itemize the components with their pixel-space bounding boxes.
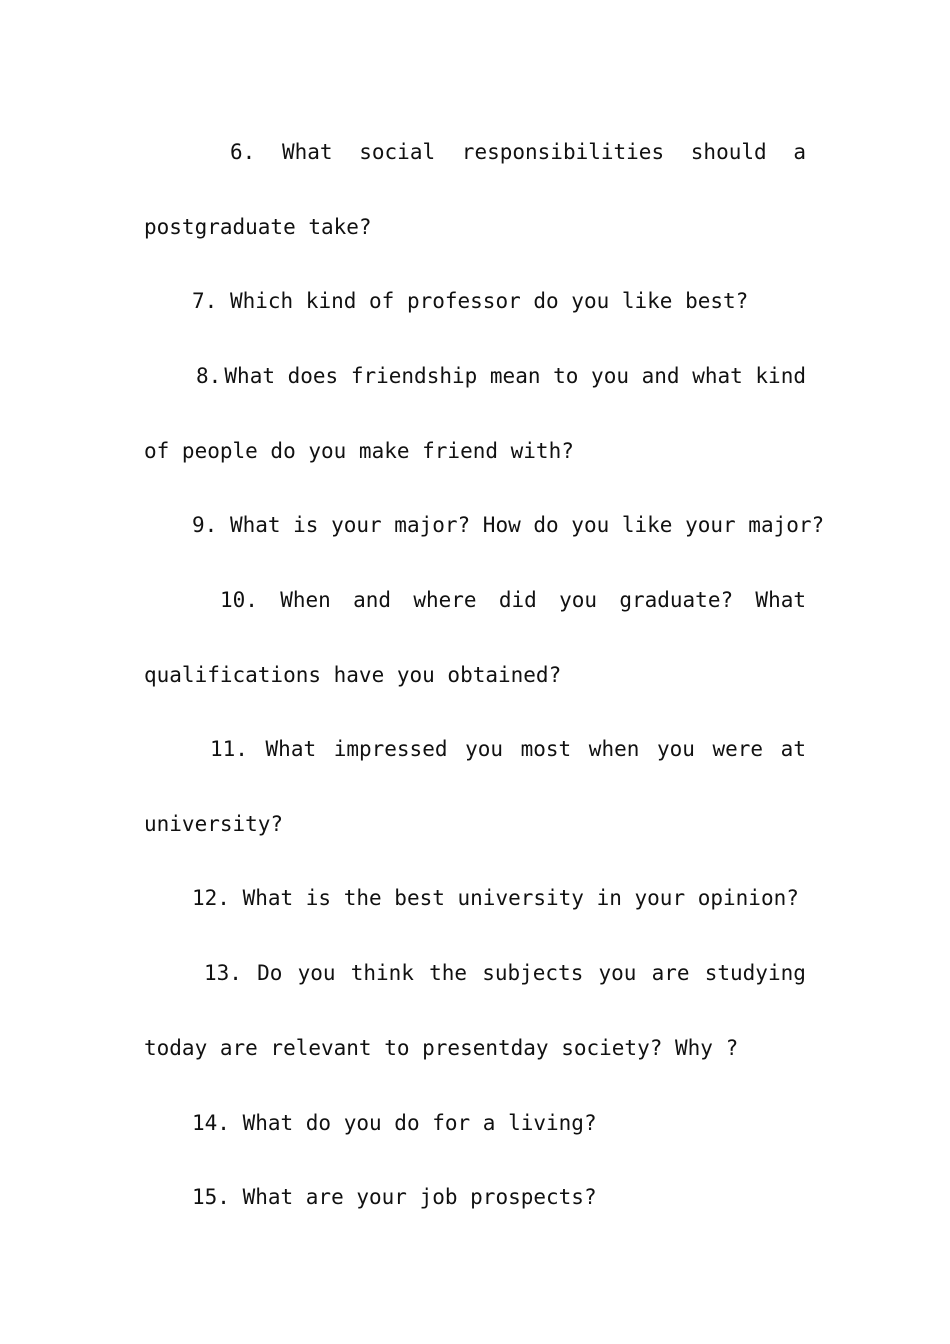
question-number: 9. xyxy=(192,513,230,537)
question-word: Do xyxy=(257,961,283,985)
question-10-line-1 xyxy=(220,586,806,614)
question-word: were xyxy=(712,737,764,761)
question-word: you xyxy=(465,737,504,761)
question-number: 10. xyxy=(220,588,258,612)
question-word: most xyxy=(520,737,572,761)
question-word: you xyxy=(297,961,336,985)
question-word: impressed xyxy=(333,737,448,761)
question-word: What xyxy=(281,140,333,164)
question-8-line-2: of people do you make friend with? xyxy=(144,439,574,463)
question-word: and xyxy=(353,588,392,612)
question-word: responsibilities xyxy=(461,140,665,164)
document-page xyxy=(144,0,825,1344)
question-word: where xyxy=(413,588,477,612)
question-11-line-1 xyxy=(210,735,806,763)
question-number: 11. xyxy=(210,737,248,761)
question-9 xyxy=(192,511,825,539)
question-word: What xyxy=(265,737,317,761)
question-word: you xyxy=(656,737,695,761)
question-8-line-1 xyxy=(196,362,806,390)
question-number: 14. xyxy=(192,1111,243,1135)
question-number: 12. xyxy=(192,886,243,910)
question-number: 6. xyxy=(230,140,256,164)
question-number: 15. xyxy=(192,1185,243,1209)
question-word: should xyxy=(690,140,767,164)
question-word: What xyxy=(755,588,806,612)
question-14 xyxy=(192,1109,806,1137)
question-7 xyxy=(192,287,806,315)
question-11-line-2: university? xyxy=(144,812,284,836)
question-word: graduate? xyxy=(619,588,734,612)
question-word: you xyxy=(559,588,598,612)
question-12 xyxy=(192,884,806,912)
question-word: did xyxy=(498,588,537,612)
question-word: are xyxy=(651,961,690,985)
question-10-line-2: qualifications have you obtained? xyxy=(144,663,562,687)
question-number: 13. xyxy=(204,961,242,985)
question-text: What is your major? How do you like your major? xyxy=(229,513,825,537)
question-word: at xyxy=(780,737,806,761)
question-number: 7. xyxy=(192,289,230,313)
question-word: studying xyxy=(704,961,806,985)
question-text: What is the best university in your opinion? xyxy=(242,886,799,910)
question-13-line-1 xyxy=(204,959,806,987)
question-word: a xyxy=(793,140,806,164)
question-word: you xyxy=(598,961,637,985)
question-word: the xyxy=(429,961,468,985)
question-word: social xyxy=(359,140,436,164)
question-word: subjects xyxy=(482,961,584,985)
question-13-line-2: today are relevant to presentday society? Why ? xyxy=(144,1036,739,1060)
question-word: When xyxy=(280,588,331,612)
question-text: What are your job prospects? xyxy=(242,1185,597,1209)
question-number: 8. xyxy=(196,364,222,388)
question-text: What does friendship mean to you and what kind xyxy=(224,364,806,388)
question-6-line-2: postgraduate take? xyxy=(144,215,372,239)
question-word: when xyxy=(588,737,640,761)
question-6-line-1 xyxy=(230,138,806,166)
question-word: think xyxy=(350,961,414,985)
question-text: What do you do for a living? xyxy=(242,1111,597,1135)
question-15 xyxy=(192,1183,806,1211)
question-text: Which kind of professor do you like best? xyxy=(229,289,749,313)
